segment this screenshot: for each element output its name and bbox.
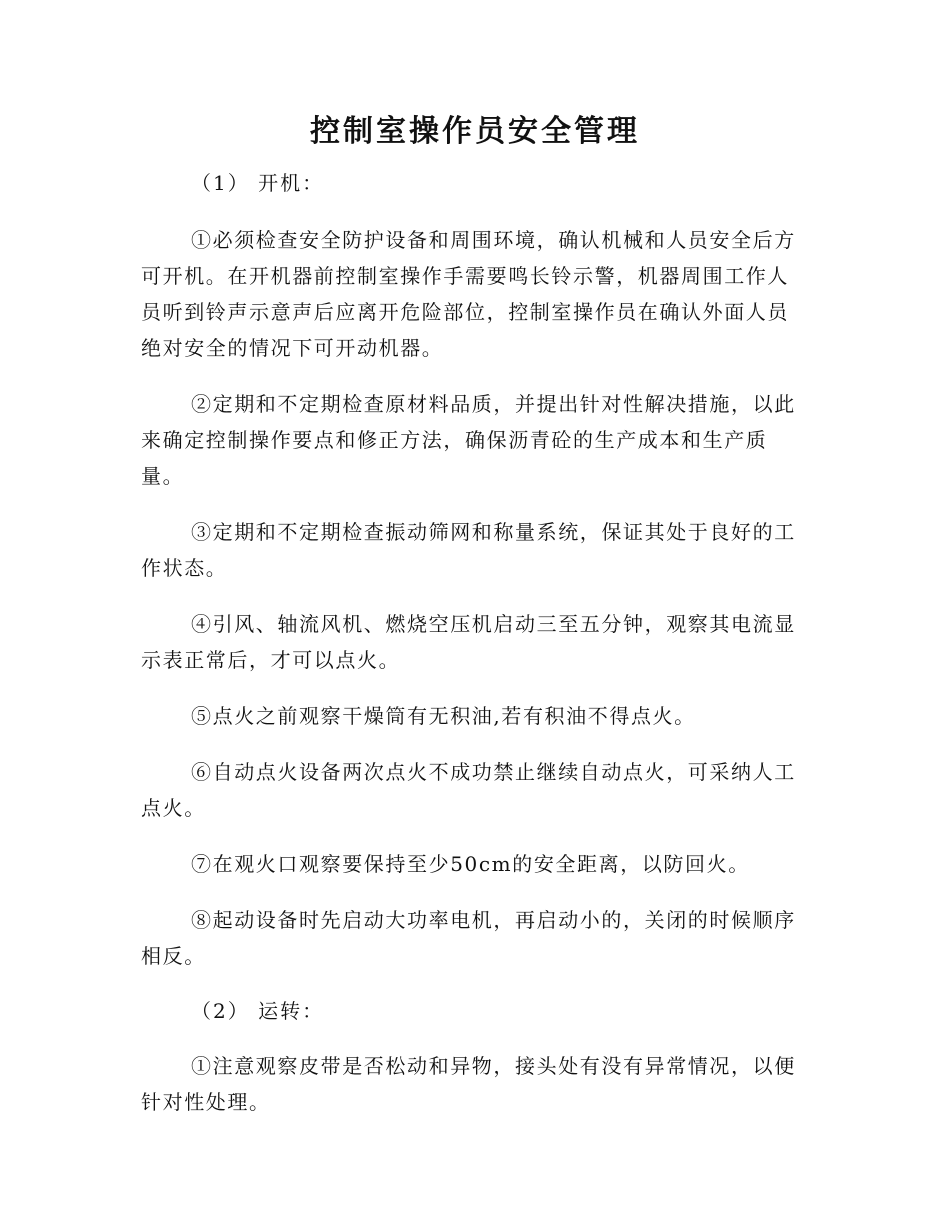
paragraph-startup-6: ⑥自动点火设备两次点火不成功禁止继续自动点火，可采纳人工点火。 bbox=[141, 760, 796, 820]
paragraph-startup-5: ⑤点火之前观察干燥筒有无积油,若有积油不得点火。 bbox=[191, 704, 696, 728]
paragraph-startup-4: ④引风、轴流风机、燃烧空压机启动三至五分钟，观察其电流显示表正常后，才可以点火。 bbox=[141, 612, 796, 672]
paragraph-startup-7: ⑦在观火口观察要保持至少50cm的安全距离，以防回火。 bbox=[191, 852, 750, 876]
section-heading-startup: （1） 开机： bbox=[191, 171, 325, 195]
paragraph-startup-3: ③定期和不定期检查振动筛网和称量系统，保证其处于良好的工作状态。 bbox=[141, 520, 796, 580]
document-body bbox=[141, 168, 803, 1120]
section-heading-operation: （2） 运转： bbox=[191, 999, 325, 1023]
paragraph-startup-2: ②定期和不定期检查原材料品质，并提出针对性解决措施，以此来确定控制操作要点和修正方法，确保沥青砼的生产成本和生产质量。 bbox=[141, 392, 796, 488]
paragraph-operation-1: ①注意观察皮带是否松动和异物，接头处有没有异常情况，以便针对性处理。 bbox=[141, 1054, 796, 1114]
paragraph-startup-1: ①必须检查安全防护设备和周围环境，确认机械和人员安全后方可开机。在开机器前控制室操作手需要鸣长铃示警，机器周围工作人员听到铃声示意声后应离开危险部位，控制室操作员在确认外面人员绝对安全的情况下可开动机器。 bbox=[141, 228, 796, 360]
document-title: 控制室操作员安全管理 bbox=[310, 114, 640, 149]
paragraph-startup-8: ⑧起动设备时先启动大功率电机，再启动小的，关闭的时候顺序相反。 bbox=[141, 908, 796, 968]
